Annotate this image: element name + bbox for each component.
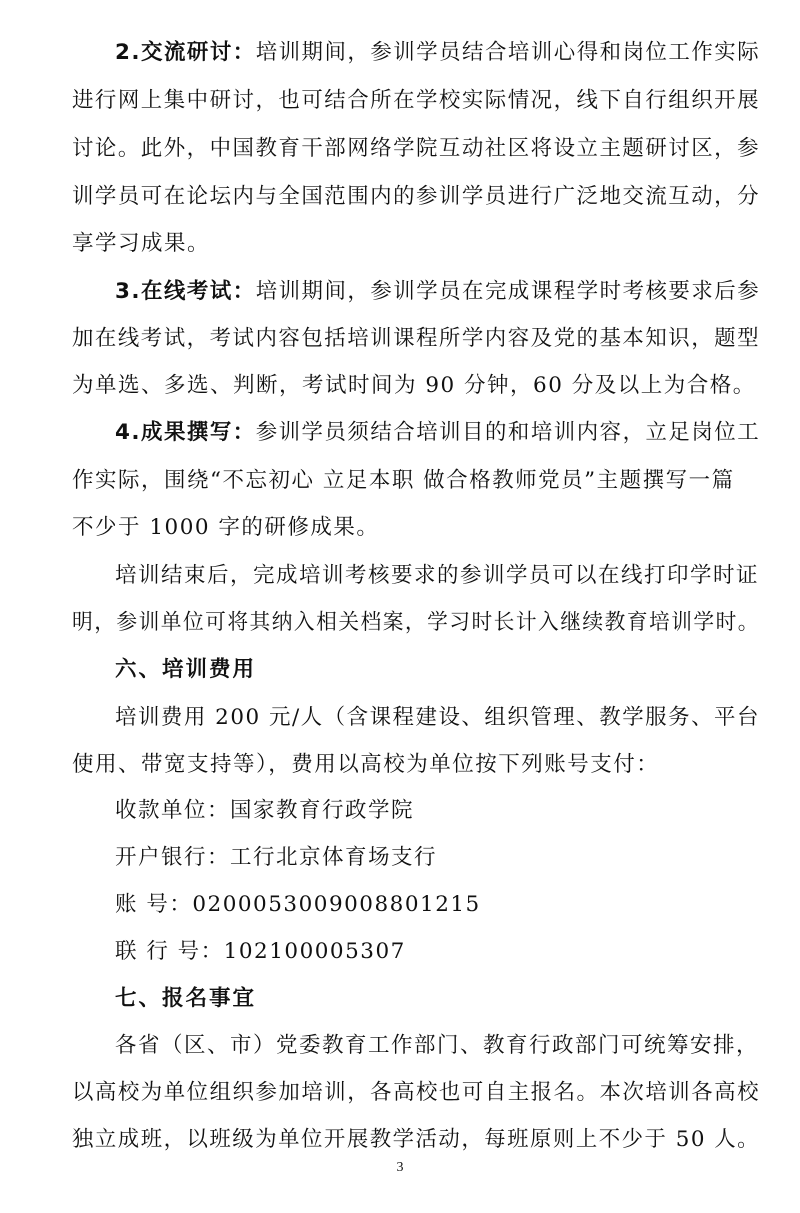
paragraph-exam-line-3: 为单选、多选、判断，考试时间为 90 分钟，60 分及以上为合格。 bbox=[72, 373, 756, 398]
paragraph-exam-line-2: 加在线考试，考试内容包括培训课程所学内容及党的基本知识，题型 bbox=[72, 326, 761, 351]
fees-line-1: 培训费用 200 元/人（含课程建设、组织管理、教学服务、平台 bbox=[115, 705, 760, 730]
paragraph-writing-line-3: 不少于 1000 字的研修成果。 bbox=[72, 515, 380, 540]
section-heading-fees: 六、培训费用 bbox=[115, 657, 257, 682]
paragraph-exam-label: 3.在线考试： bbox=[115, 279, 256, 304]
paragraph-discussion-label: 2.交流研讨： bbox=[115, 40, 256, 65]
fees-account: 账 号：0200053009008801215 bbox=[115, 892, 481, 917]
paragraph-discussion-line-1 bbox=[115, 38, 760, 68]
paragraph-writing-label: 4.成果撰写： bbox=[115, 420, 256, 445]
paragraph-writing-text-1: 参训学员须结合培训目的和培训内容，立足岗位工 bbox=[255, 420, 761, 445]
registration-line-1: 各省（区、市）党委教育工作部门、教育行政部门可统筹安排， bbox=[115, 1033, 760, 1058]
paragraph-discussion-line-4: 训学员可在论坛内与全国范围内的参训学员进行广泛地交流互动，分 bbox=[72, 184, 761, 209]
paragraph-discussion-line-2: 进行网上集中研讨，也可结合所在学校实际情况，线下自行组织开展 bbox=[72, 88, 761, 113]
paragraph-certificate-line-2: 明，参训单位可将其纳入相关档案，学习时长计入继续教育培训学时。 bbox=[72, 610, 760, 635]
section-heading-registration: 七、报名事宜 bbox=[115, 986, 257, 1011]
paragraph-writing-line-1 bbox=[115, 418, 760, 448]
paragraph-discussion-line-3: 讨论。此外，中国教育干部网络学院互动社区将设立主题研讨区，参 bbox=[72, 136, 761, 161]
fees-bank: 开户银行：工行北京体育场支行 bbox=[115, 845, 438, 870]
paragraph-certificate-line-1: 培训结束后，完成培训考核要求的参训学员可以在线打印学时证 bbox=[115, 563, 760, 588]
paragraph-exam-line-1 bbox=[115, 277, 760, 307]
fees-payee: 收款单位：国家教育行政学院 bbox=[115, 798, 415, 823]
paragraph-writing-line-2: 作实际，围绕“不忘初心 立足本职 做合格教师党员”主题撰写一篇 bbox=[72, 468, 735, 493]
registration-line-2: 以高校为单位组织参加培训，各高校也可自主报名。本次培训各高校 bbox=[72, 1080, 761, 1105]
registration-line-3: 独立成班，以班级为单位开展教学活动，每班原则上不少于 50 人。 bbox=[72, 1127, 761, 1152]
paragraph-discussion-text-1: 培训期间，参训学员结合培训心得和岗位工作实际 bbox=[255, 40, 761, 65]
paragraph-exam-text-1: 培训期间，参训学员在完成课程学时考核要求后参 bbox=[255, 279, 761, 304]
fees-union-number: 联 行 号：102100005307 bbox=[115, 939, 406, 964]
paragraph-discussion-line-5: 享学习成果。 bbox=[72, 231, 211, 256]
page-number: 3 bbox=[396, 1160, 404, 1175]
fees-line-2: 使用、带宽支持等），费用以高校为单位按下列账号支付： bbox=[72, 752, 660, 777]
